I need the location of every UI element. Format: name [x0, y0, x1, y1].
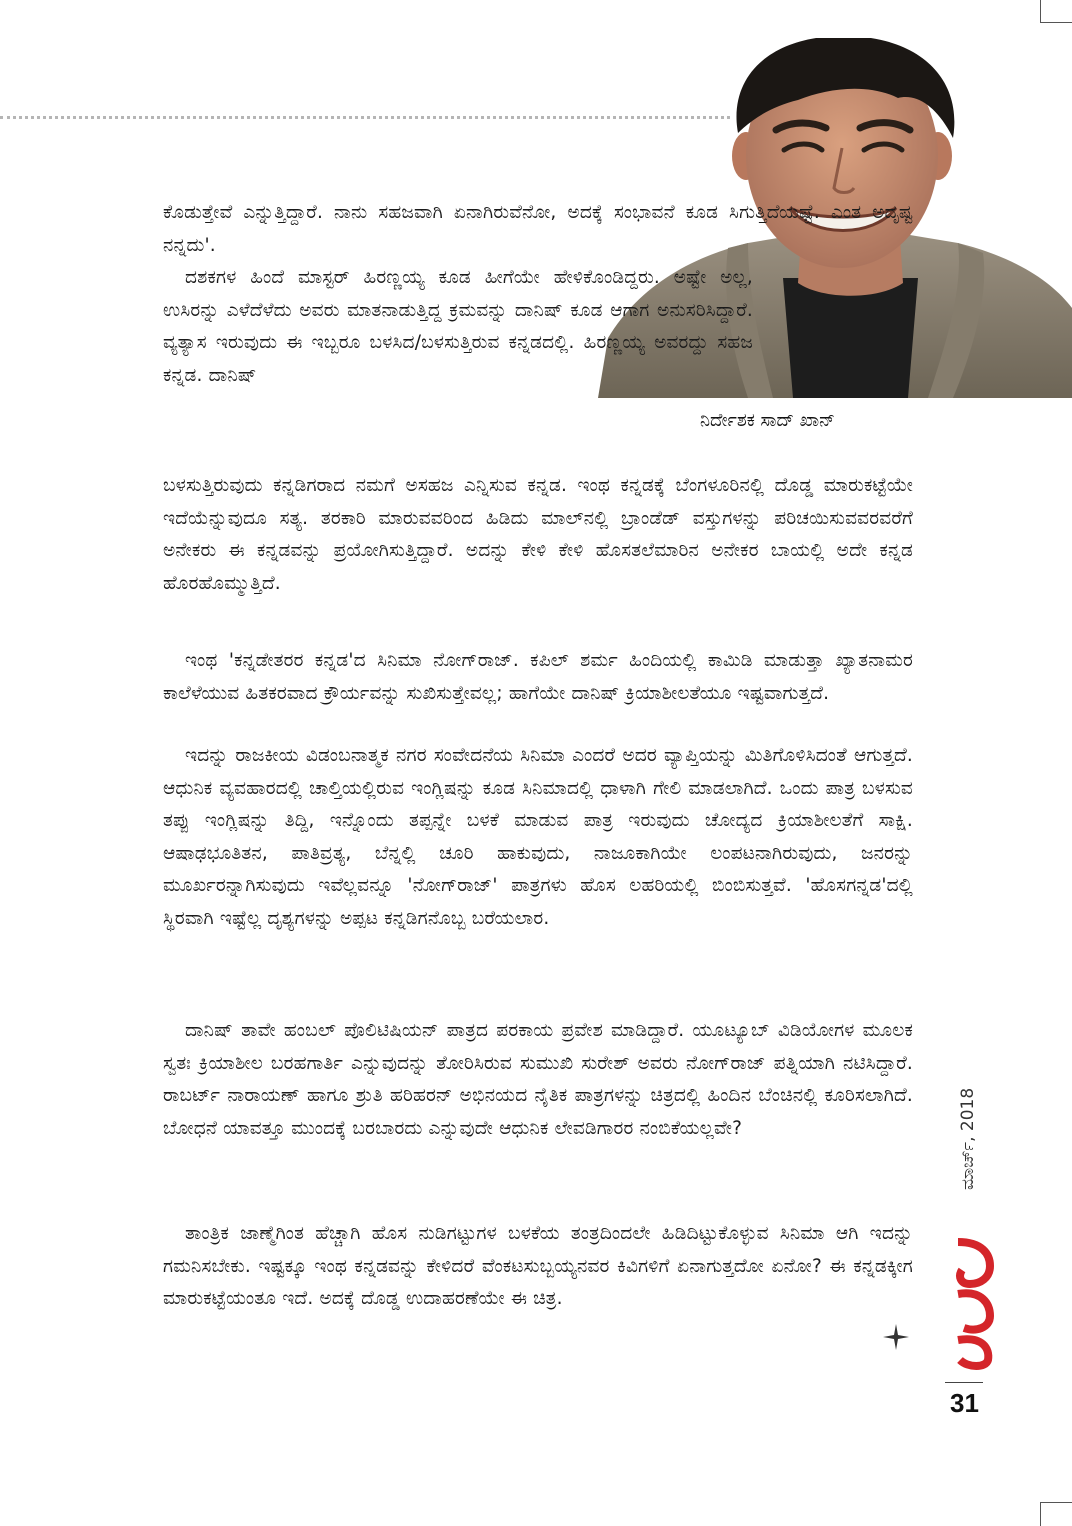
page-number: 31 — [950, 1388, 979, 1418]
article-paragraph: ದಶಕಗಳ ಹಿಂದೆ ಮಾಸ್ಟರ್ ಹಿರಣ್ಣಯ್ಯ ಕೂಡ ಹೀಗೆಯೇ ಹೇಳಿಕೊಂಡಿದ್ದರು. ಅಷ್ಟೇ ಅಲ್ಲ, ಉಸಿರನ್ನು ಎಳೆದೆಳೆದು ಅವರು ಮಾತನಾಡುತ್ತಿದ್ದ ಕ್ರಮವನ್ನು ದಾನಿಷ್ ಕೂಡ ಆಗಾಗ ಅನುಸರಿಸಿದ್ದಾರೆ. ವ್ಯತ್ಯಾಸ ಇರುವುದು ಈ ಇಬ್ಬರೂ ಬಳಸಿದ/ಬಳಸುತ್ತಿರುವ ಕನ್ನಡದಲ್ಲಿ. ಹಿರಣ್ಣಯ್ಯ ಅವರದ್ದು ಸಹಜ ಕನ್ನಡ. ದಾನಿಷ್ — [163, 267, 753, 386]
crop-mark-bottom-right — [1040, 1502, 1072, 1526]
end-mark-icon — [883, 1324, 909, 1350]
crop-mark-top-right — [1040, 0, 1072, 23]
article-paragraph: ಕೊಡುತ್ತೇವೆ ಎನ್ನುತ್ತಿದ್ದಾರೆ. ನಾನು ಸಹಜವಾಗಿ ಏನಾಗಿರುವೆನೋ, ಅದಕ್ಕೆ ಸಂಭಾವನೆ ಕೂಡ ಸಿಗುತ್ತಿದೆಯಷ್ಟೆ. ಎಂತ ಅದೃಷ್ಟ ನನ್ನದು'. — [163, 202, 913, 256]
article-paragraph: ದಾನಿಷ್ ತಾವೇ ಹಂಬಲ್ ಪೊಲಿಟಿಷಿಯನ್ ಪಾತ್ರದ ಪರಕಾಯ ಪ್ರವೇಶ ಮಾಡಿದ್ದಾರೆ. ಯೂಟ್ಯೂಬ್ ವಿಡಿಯೋಗಳ ಮೂಲಕ ಸ್ವತಃ ಕ್ರಿಯಾಶೀಲ ಬರಹಗಾರ್ತಿ ಎನ್ನುವುದನ್ನು ತೋರಿಸಿರುವ ಸುಮುಖಿ ಸುರೇಶ್ ಅವರು ನೋಗ್‌ರಾಜ್ ಪತ್ನಿಯಾಗಿ ನಟಿಸಿದ್ದಾರೆ. ರಾಬರ್ಟ್ ನಾರಾಯಣ್ ಹಾಗೂ ಶ್ರುತಿ ಹರಿಹರನ್ ಅಭಿನಯದ ನೈತಿಕ ಪಾತ್ರಗಳನ್ನು ಚಿತ್ರದಲ್ಲಿ ಹಿಂದಿನ ಬೆಂಚಿನಲ್ಲಿ ಕೂರಿಸಲಾಗಿದೆ. ಬೋಧನೆ ಯಾವತ್ತೂ ಮುಂದಕ್ಕೆ ಬರಬಾರದು ಎನ್ನುವುದೇ ಆಧುನಿಕ ಲೇವಡಿಗಾರರ ನಂಬಿಕೆಯಲ್ಲವೇ? — [163, 1020, 913, 1139]
article-paragraph: ಬಳಸುತ್ತಿರುವುದು ಕನ್ನಡಿಗರಾದ ನಮಗೆ ಅಸಹಜ ಎನ್ನಿಸುವ ಕನ್ನಡ. ಇಂಥ ಕನ್ನಡಕ್ಕೆ ಬೆಂಗಳೂರಿನಲ್ಲಿ ದೊಡ್ಡ ಮಾರುಕಟ್ಟೆಯೇ ಇದೆಯೆನ್ನುವುದೂ ಸತ್ಯ. ತರಕಾರಿ ಮಾರುವವರಿಂದ ಹಿಡಿದು ಮಾಲ್‌ನಲ್ಲಿ ಬ್ರಾಂಡೆಡ್ ವಸ್ತುಗಳನ್ನು ಪರಿಚಯಿಸುವವರವರೆಗೆ ಅನೇಕರು ಈ ಕನ್ನಡವನ್ನು ಪ್ರಯೋಗಿಸುತ್ತಿದ್ದಾರೆ. ಅದನ್ನು ಕೇಳಿ ಕೇಳಿ ಹೊಸತಲೆಮಾರಿನ ಅನೇಕರ ಬಾಯಲ್ಲಿ ಅದೇ ಕನ್ನಡ ಹೊರಹೊಮ್ಮುತ್ತಿದೆ. — [163, 475, 913, 594]
magazine-logo — [952, 1232, 994, 1372]
page-number-rule — [945, 1382, 983, 1383]
photo-caption: ನಿರ್ದೇಶಕ ಸಾದ್ ಖಾನ್ — [700, 410, 835, 431]
article-paragraph: ಇದನ್ನು ರಾಜಕೀಯ ವಿಡಂಬನಾತ್ಮಕ ನಗರ ಸಂವೇದನೆಯ ಸಿನಿಮಾ ಎಂದರೆ ಅದರ ವ್ಯಾಪ್ತಿಯನ್ನು ಮಿತಿಗೊಳಿಸಿದಂತೆ ಆಗುತ್ತದೆ. ಆಧುನಿಕ ವ್ಯವಹಾರದಲ್ಲಿ ಚಾಲ್ತಿಯಲ್ಲಿರುವ ಇಂಗ್ಲಿಷನ್ನು ಕೂಡ ಸಿನಿಮಾದಲ್ಲಿ ಧಾಳಾಗಿ ಗೇಲಿ ಮಾಡಲಾಗಿದೆ. ಒಂದು ಪಾತ್ರ ಬಳಸುವ ತಪ್ಪು ಇಂಗ್ಲಿಷನ್ನು ತಿದ್ದಿ, ಇನ್ನೊಂದು ತಪ್ಪನ್ನೇ ಬಳಕೆ ಮಾಡುವ ಪಾತ್ರ ಇರುವುದು ಚೋದ್ಯದ ಕ್ರಿಯಾಶೀಲತೆಗೆ ಸಾಕ್ಷಿ. ಆಷಾಢಭೂತಿತನ, ಪಾತಿವ್ರತ್ಯ, ಬೆನ್ನಲ್ಲಿ ಚೂರಿ ಹಾಕುವುದು, ನಾಜೂಕಾಗಿಯೇ ಲಂಪಟನಾಗಿರುವುದು, ಜನರನ್ನು ಮೂರ್ಖರನ್ನಾಗಿಸುವುದು ಇವೆಲ್ಲವನ್ನೂ 'ನೋಗ್‌ರಾಜ್' ಪಾತ್ರಗಳು ಹೊಸ ಲಹರಿಯಲ್ಲಿ ಬಿಂಬಿಸುತ್ತವೆ. 'ಹೊಸಗನ್ನಡ'ದಲ್ಲಿ ಸ್ಥಿರವಾಗಿ ಇಷ್ಟೆಲ್ಲ ದೃಶ್ಯಗಳನ್ನು ಅಪ್ಪಟ ಕನ್ನಡಿಗನೊಬ್ಬ ಬರೆಯಲಾರ. — [163, 745, 913, 929]
article-paragraph: ಇಂಥ 'ಕನ್ನಡೇತರರ ಕನ್ನಡ'ದ ಸಿನಿಮಾ ನೋಗ್‌ರಾಜ್. ಕಪಿಲ್ ಶರ್ಮ ಹಿಂದಿಯಲ್ಲಿ ಕಾಮಿಡಿ ಮಾಡುತ್ತಾ ಖ್ಯಾತನಾಮರ ಕಾಲೆಳೆಯುವ ಹಿತಕರವಾದ ಕ್ರೌರ್ಯವನ್ನು ಸುಖಿಸುತ್ತೇವಲ್ಲ; ಹಾಗೆಯೇ ದಾನಿಷ್ ಕ್ರಿಯಾಶೀಲತೆಯೂ ಇಷ್ಟವಾಗುತ್ತದೆ. — [163, 650, 913, 704]
issue-date: ಮಾರ್ಚ್, 2018 — [958, 1087, 978, 1190]
article-paragraph: ತಾಂತ್ರಿಕ ಜಾಣ್ಮೆಗಿಂತ ಹೆಚ್ಚಾಗಿ ಹೊಸ ನುಡಿಗಟ್ಟುಗಳ ಬಳಕೆಯ ತಂತ್ರದಿಂದಲೇ ಹಿಡಿದಿಟ್ಟುಕೊಳ್ಳುವ ಸಿನಿಮಾ ಆಗಿ ಇದನ್ನು ಗಮನಿಸಬೇಕು. ಇಷ್ಟಕ್ಕೂ ಇಂಥ ಕನ್ನಡವನ್ನು ಕೇಳಿದರೆ ವೆಂಕಟಸುಬ್ಬಯ್ಯನವರ ಕಿವಿಗಳಿಗೆ ಏನಾಗುತ್ತದೋ ಏನೋ? ಈ ಕನ್ನಡಕ್ಕೀಗ ಮಾರುಕಟ್ಟೆಯಂತೂ ಇದೆ. ಅದಕ್ಕೆ ದೊಡ್ಡ ಉದಾಹರಣೆಯೇ ಈ ಚಿತ್ರ. — [163, 1223, 913, 1309]
